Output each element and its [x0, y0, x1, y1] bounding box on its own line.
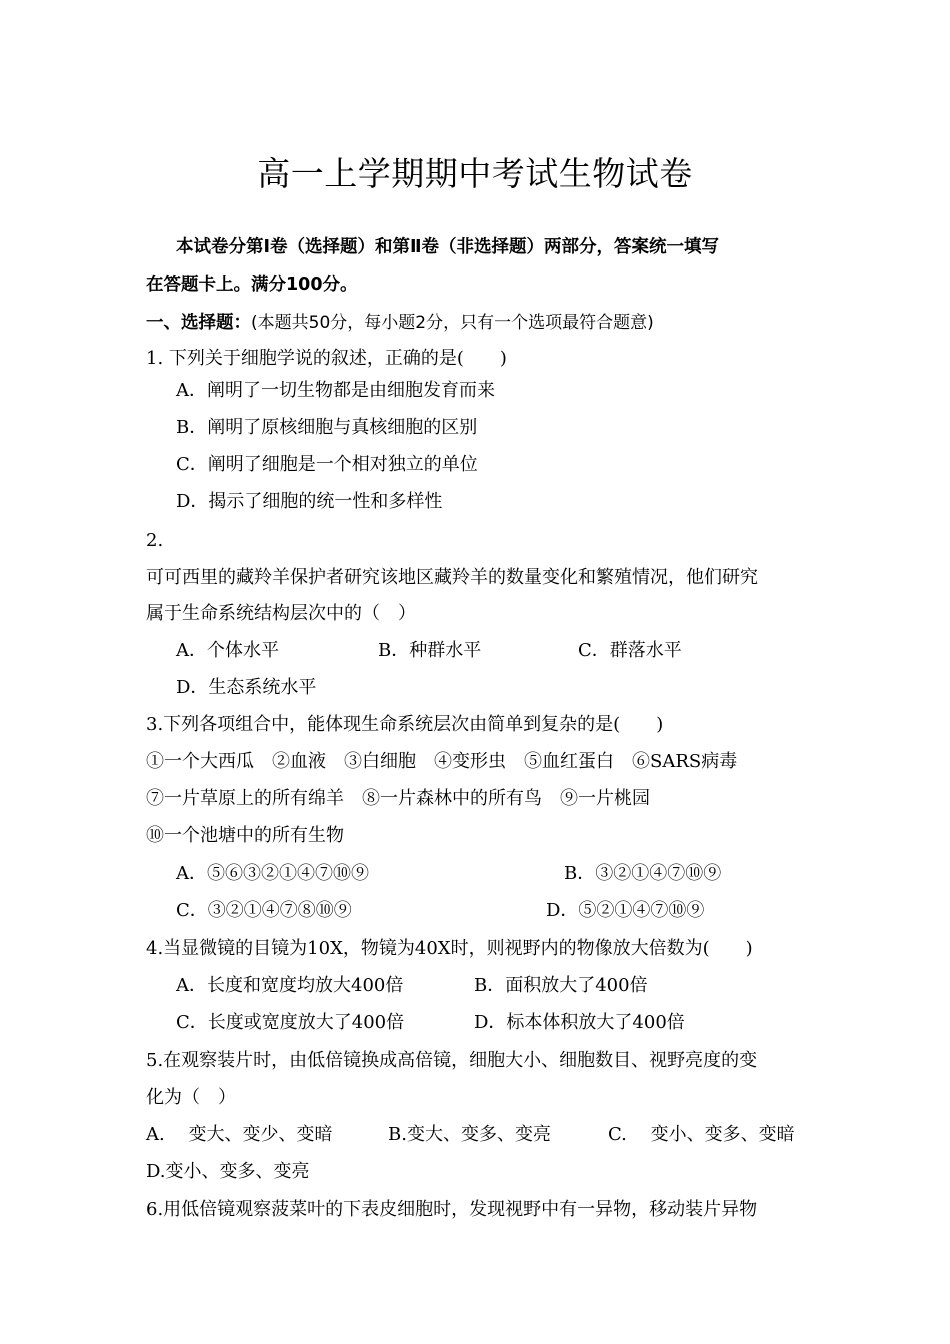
- q4-option-c: C．长度或宽度放大了400倍: [176, 1012, 405, 1033]
- intro-line-1: 本试卷分第Ⅰ卷（选择题）和第Ⅱ卷（非选择题）两部分，答案统一填写: [176, 237, 720, 257]
- q3-option-d: D．⑤②①④⑦⑩⑨: [546, 900, 705, 921]
- q3-items-3: ⑩一个池塘中的所有生物: [146, 825, 344, 846]
- q1-stem: 1. 下列关于细胞学说的叙述，正确的是( ): [146, 348, 507, 369]
- q4-option-a: A．长度和宽度均放大400倍: [176, 975, 404, 996]
- q2-option-a: A．个体水平: [176, 640, 279, 661]
- section-heading: [146, 312, 654, 334]
- q2-number: 2.: [146, 530, 164, 551]
- q5-stem-1: 5.在观察装片时，由低倍镜换成高倍镜，细胞大小、细胞数目、视野亮度的变: [146, 1050, 758, 1071]
- q3-items-2: ⑦一片草原上的所有绵羊 ⑧一片森林中的所有鸟 ⑨一片桃园: [146, 788, 650, 809]
- q5-option-b: B.变大、变多、变亮: [388, 1124, 551, 1145]
- q6-stem: 6.用低倍镜观察菠菜叶的下表皮细胞时，发现视野中有一异物，移动装片异物: [146, 1199, 758, 1220]
- q3-option-a: A．⑤⑥③②①④⑦⑩⑨: [176, 863, 369, 884]
- q3-stem: 3.下列各项组合中，能体现生命系统层次由简单到复杂的是( ): [146, 714, 664, 735]
- section-heading-note: (本题共50分，每小题2分，只有一个选项最符合题意): [251, 313, 654, 333]
- q3-option-c: C．③②①④⑦⑧⑩⑨: [176, 900, 352, 921]
- q2-stem-2: 属于生命系统结构层次中的（ ）: [146, 603, 416, 624]
- intro-line-2: 在答题卡上。满分100分。: [146, 275, 358, 295]
- q5-option-d: D.变小、变多、变亮: [146, 1161, 310, 1182]
- q3-option-b: B．③②①④⑦⑩⑨: [564, 863, 722, 884]
- q4-option-d: D．标本体积放大了400倍: [474, 1012, 685, 1033]
- q5-option-a: A. 变大、变少、变暗: [146, 1124, 333, 1145]
- section-heading-label: 一、选择题：: [146, 313, 251, 333]
- q2-stem-1: 可可西里的藏羚羊保护者研究该地区藏羚羊的数量变化和繁殖情况，他们研究: [146, 567, 758, 588]
- q2-option-d: D．生态系统水平: [176, 677, 317, 698]
- q1-option-d: D．揭示了细胞的统一性和多样性: [176, 491, 443, 512]
- q4-option-b: B．面积放大了400倍: [474, 975, 648, 996]
- q1-option-c: C．阐明了细胞是一个相对独立的单位: [176, 454, 478, 475]
- q1-option-a: A．阐明了一切生物都是由细胞发育而来: [176, 380, 495, 401]
- q2-option-c: C．群落水平: [578, 640, 682, 661]
- q1-option-b: B．阐明了原核细胞与真核细胞的区别: [176, 417, 478, 438]
- q5-option-c: C. 变小、变多、变暗: [608, 1124, 795, 1145]
- q5-stem-2: 化为（ ）: [146, 1087, 236, 1108]
- q2-option-b: B．种群水平: [378, 640, 482, 661]
- q4-stem: 4.当显微镜的目镜为10X，物镜为40X时，则视野内的物像放大倍数为( ): [146, 938, 753, 959]
- q3-items-1: ①一个大西瓜 ②血液 ③白细胞 ④变形虫 ⑤血红蛋白 ⑥SARS病毒: [146, 751, 738, 772]
- page-title: 高一上学期期中考试生物试卷: [257, 154, 693, 193]
